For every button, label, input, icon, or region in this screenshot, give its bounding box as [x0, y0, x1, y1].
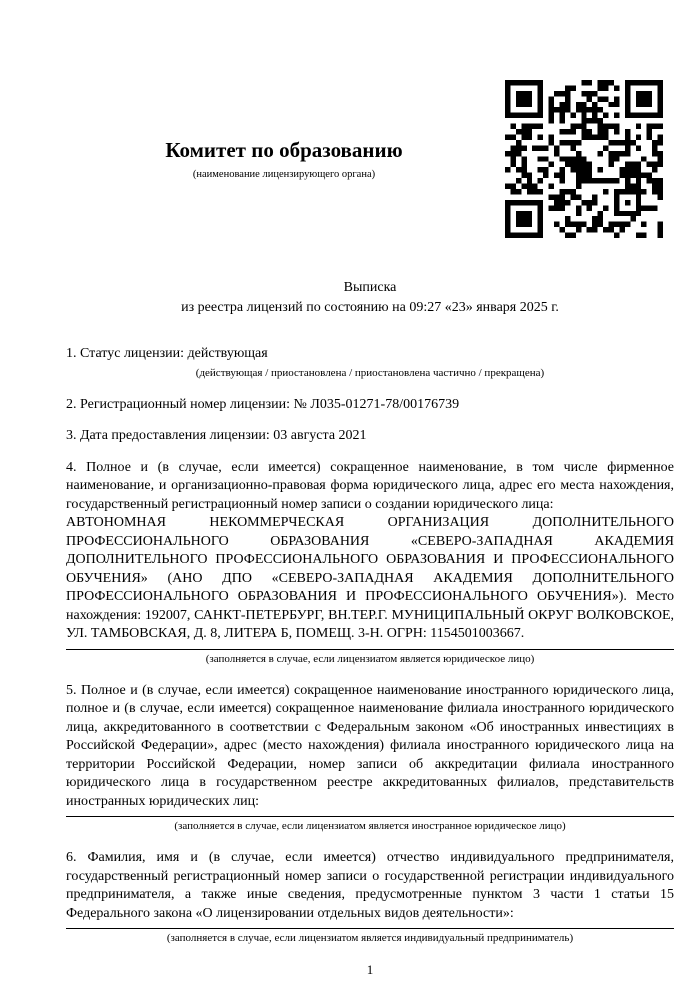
legal-entity-hint	[66, 649, 674, 666]
document-title	[66, 278, 674, 318]
licensing-authority	[66, 138, 502, 181]
foreign-entity-clause: 5. Полное и (в случае, если имеется) сокращенное наименование иностранного юридического лица, полное и (в случае, если имеется) сокращенное наименование филиала иностранного юридического лица, аккредитованного в соответствии с Федеральным законом «Об иностранных инвестициях в Российской Федерации», адрес (место нахождения) филиала иностранного юридического лица на территории Российской Федерации, номер записи об аккредитации филиала иностранного юридического лица в государственном реестре аккредитованных филиалов, представительств иностранных юридических лиц:	[66, 682, 674, 809]
license-status: 1. Статус лицензии: действующая	[66, 346, 268, 361]
license-status-hint: (действующая / приостановлена / приостановлена частично / прекращена)	[195, 366, 545, 379]
entrepreneur-hint	[66, 928, 674, 945]
document-title-line2: из реестра лицензий по состоянию на 09:27 «23» января 2025 г.	[181, 300, 559, 315]
legal-entity-value: АВТОНОМНАЯ НЕКОММЕРЧЕСКАЯ ОРГАНИЗАЦИЯ ДОПОЛНИТЕЛЬНОГО ПРОФЕССИОНАЛЬНОГО ОБРАЗОВАНИЯ «СЕВЕРО-ЗАПАДНАЯ АКАДЕМИЯ ДОПОЛНИТЕЛЬНОГО ПРОФЕССИОНАЛЬНОГО ОБРАЗОВАНИЯ И ПРОФЕССИОНАЛЬНОГО ОБУЧЕНИЯ» (АНО ДПО «СЕВЕРО-ЗАПАДНАЯ АКАДЕМИЯ ДОПОЛНИТЕЛЬНОГО ПРОФЕССИОНАЛЬНОГО ОБРАЗОВАНИЯ И ПРОФЕССИОНАЛЬНОГО ОБУЧЕНИЯ»). Место нахождения: 192007, САНКТ-ПЕТЕРБУРГ, ВН.ТЕР.Г. МУНИЦИПАЛЬНЫЙ ОКРУГ ВОЛКОВСКОЕ, УЛ. ТАМБОВСКАЯ, Д. 8, ЛИТЕРА Б, ПОМЕЩ. 3-Н. ОГРН: 1154501003667.	[66, 515, 674, 641]
entrepreneur-clause: 6. Фамилия, имя и (в случае, если имеется) отчество индивидуального предпринимателя, государственный регистрационный номер записи о государственной регистрации индивидуального предпринимателя, а также иные сведения, предусмотренные пунктом 3 части 1 статьи 15 Федерального закона «О лицензировании отдельных видов деятельности»:	[66, 850, 674, 921]
document-body	[66, 345, 674, 945]
page-number: 1	[366, 962, 374, 977]
licensing-authority-name: Комитет по образованию	[165, 137, 403, 162]
legal-entity-clause: 4. Полное и (в случае, если имеется) сокращенное наименование, в том числе фирменное наименование, и организационно-правовая форма юридического лица, адрес его места нахождения, государственный регистрационный номер записи о создании юридического лица:	[66, 459, 674, 512]
document-header	[0, 0, 700, 238]
grant-date: 3. Дата предоставления лицензии: 03 августа 2021	[66, 428, 367, 443]
registration-number: 2. Регистрационный номер лицензии: № Л035-01271-78/00176739	[66, 396, 460, 412]
qr-code-icon	[505, 80, 663, 238]
foreign-entity-hint	[66, 816, 674, 833]
entrepreneur-hint-text: (заполняется в случае, если лицензиатом является индивидуальный предприниматель)	[166, 932, 574, 944]
licensing-authority-hint: (наименование лицензирующего органа)	[192, 168, 376, 180]
foreign-entity-hint-text: (заполняется в случае, если лицензиатом является иностранное юридическое лицо)	[174, 820, 566, 832]
legal-entity-hint-text: (заполняется в случае, если лицензиатом является юридическое лицо)	[205, 652, 535, 665]
document-title-line1: Выписка	[343, 280, 397, 295]
